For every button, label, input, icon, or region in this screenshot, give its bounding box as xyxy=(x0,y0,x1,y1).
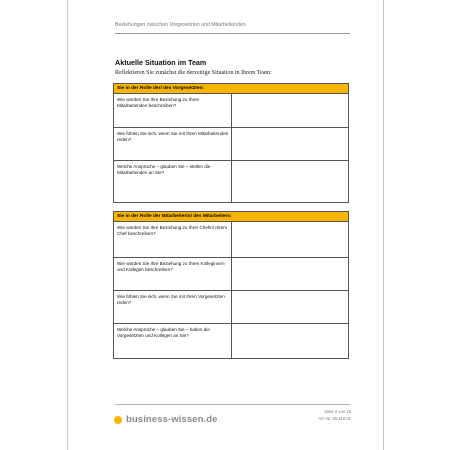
question-cell: Welche Ansprüche – glauben Sie – haben die Vorgesetzten und Kollegen an Sie? xyxy=(114,324,232,359)
question-cell: Wie fühlen Sie sich, wenn Sie mit Ihren Mitarbeitenden reden? xyxy=(114,128,232,161)
footer-meta xyxy=(318,409,351,422)
header-divider xyxy=(115,33,350,34)
employee-role-table xyxy=(113,211,349,359)
employee-role-heading: Sie in der Rolle der Mitarbeiterin/ des Mitarbeiters: xyxy=(114,212,349,222)
answer-cell[interactable] xyxy=(231,324,349,359)
question-cell: Welche Ansprüche – glauben Sie – stellen die Mitarbeitenden an Sie? xyxy=(114,161,232,203)
table-row xyxy=(114,94,349,128)
answer-cell[interactable] xyxy=(231,128,349,161)
question-cell: Wie fühlen Sie sich, wenn Sie mit Ihren Vorgesetzten reden? xyxy=(114,291,232,324)
logo-dot-icon xyxy=(114,416,122,424)
answer-cell[interactable] xyxy=(231,161,349,203)
table-row xyxy=(114,222,349,258)
table-row xyxy=(114,258,349,291)
document-page xyxy=(67,0,384,450)
manager-role-table xyxy=(113,83,349,203)
logo-text: business-wissen.de xyxy=(126,414,218,425)
answer-cell[interactable] xyxy=(231,258,349,291)
table-row xyxy=(114,291,349,324)
table-row xyxy=(114,324,349,359)
question-cell: Wie würden Sie Ihre Beziehung zu Ihren Mitarbeitenden beschreiben? xyxy=(114,94,232,128)
page-number: Seite 2 von 15 xyxy=(324,409,351,414)
answer-cell[interactable] xyxy=(231,94,349,128)
footer-divider xyxy=(115,404,350,405)
table-row xyxy=(114,128,349,161)
section-title: Aktuelle Situation im Team xyxy=(115,58,207,67)
business-wissen-logo xyxy=(114,414,218,425)
intro-text: Reflektieren Sie zunächst die derzeitige Situation in Ihrem Team: xyxy=(115,70,272,76)
answer-cell[interactable] xyxy=(231,222,349,258)
article-number: Art.-Nr. 06.110.01 xyxy=(318,415,351,421)
running-header: Beziehungen zwischen Vorgesetzten und Mitarbeitenden xyxy=(115,22,246,28)
manager-role-heading: Sie in der Rolle der/ des Vorgesetzten: xyxy=(114,84,349,94)
question-cell: Wie würden Sie Ihre Beziehung zu Ihrer Chefin/ Ihrem Chef beschreiben? xyxy=(114,222,232,258)
question-cell: Wie würden Sie Ihre Beziehung zu Ihren Kolleginnen und Kollegen beschreiben? xyxy=(114,258,232,291)
answer-cell[interactable] xyxy=(231,291,349,324)
table-row xyxy=(114,161,349,203)
